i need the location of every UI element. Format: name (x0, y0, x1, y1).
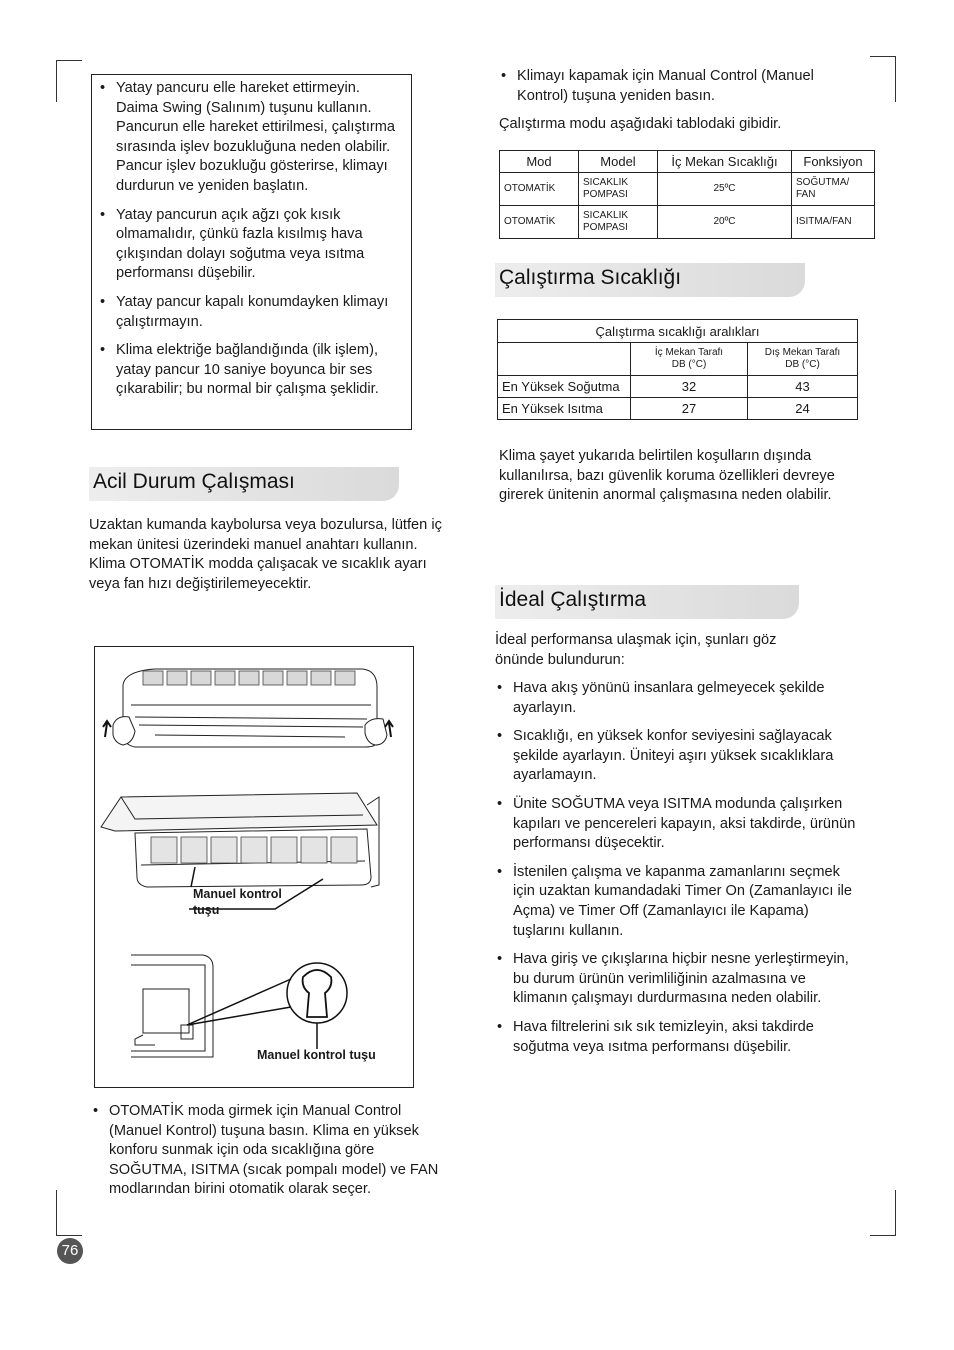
manual-control-label-2: Manuel kontrol tuşu (257, 1048, 376, 1062)
auto-mode-bullet (87, 1102, 443, 1200)
label-line: Manuel kontrol (193, 887, 282, 901)
list-item: • Sıcaklığı, en yüksek konfor seviyesini sağlayacak şekilde ayarlayın. Üniteyi aşırı yüksek sıcaklıklara ayarlamayın. (491, 727, 863, 786)
list-item: • Yatay pancurun açık ağzı çok kısık olmamalıdır, çünkü fazla kısılmış hava çıkışından dolayı soğutma veya ısıtma performansı düşebilir. (94, 206, 400, 284)
cell-line: POMPASI (583, 189, 628, 200)
table-header: Model (579, 151, 658, 173)
list-item: • Hava giriş ve çıkışlarına hiçbir nesne yerleştirmeyin, bu durum ürünün verimliliğinin azalmasına ve klimanın çalışmayı durdurmasına neden olabilir. (491, 950, 863, 1009)
table-cell: En Yüksek Soğutma (498, 376, 631, 398)
list-item: • İstenilen çalışma ve kapanma zamanlarını seçmek için uzaktan kumandadaki Timer On (Zamanlayıcı ile Açma) ve Timer Off (Zamanlayıcı ile Kapama) tuşlarını kullanın. (491, 863, 863, 941)
table-header: İç Mekan Sıcaklığı (658, 151, 792, 173)
list-item: • Klima elektriğe bağlandığında (ilk işlem), yatay pancur 10 saniye boyunca bir ses çıkarabilir; bu normal bir çalışma şeklidir. (94, 341, 400, 400)
mode-intro: Çalıştırma modu aşağıdaki tablodaki gibidir. (499, 116, 782, 132)
section-header-ideal (495, 585, 799, 619)
table-cell: OTOMATİK (500, 173, 579, 206)
header-line: DB (°C) (785, 359, 820, 370)
header-line: DB (°C) (671, 359, 707, 370)
table-header: Mod (500, 151, 579, 173)
table-cell: En Yüksek Isıtma (498, 398, 631, 420)
crop-mark (895, 56, 896, 102)
list-item: • Yatay pancuru elle hareket ettirmeyin. Daima Swing (Salınım) tuşunu kullanın. Pancurun elle hareket ettirilmesi, çalıştırma sırasında işlev bozukluğuna neden olabilir. Pancur işlev bozukluğu gösterirse, klimayı durdurun ve yeniden başlatın. (94, 79, 400, 197)
table-cell (579, 206, 658, 239)
crop-mark (895, 1190, 896, 1236)
cell-line: POMPASI (583, 222, 628, 233)
ideal-intro: İdeal performansa ulaşmak için, şunları göz önünde bulundurun: (495, 632, 777, 668)
crop-mark (56, 1235, 82, 1236)
list-item: • Ünite SOĞUTMA veya ISITMA modunda çalışırken kapıları ve pencereleri kapayın, aksi takdirde, ürünün performansı düşecektir. (491, 795, 863, 854)
louver-warnings-list (94, 79, 400, 400)
cell-line: FAN (796, 189, 816, 200)
table-caption: Çalıştırma sıcaklığı aralıkları (498, 320, 858, 343)
table-header (748, 343, 858, 376)
ideal-list (491, 679, 863, 1057)
table-header-row (500, 151, 875, 173)
table-cell: 20ºC (658, 206, 792, 239)
section-header-emergency (89, 467, 399, 501)
louver-warnings-box (91, 74, 412, 430)
table-caption-row (498, 320, 858, 343)
cell-line: SICAKLIK (583, 177, 629, 188)
section-title: İdeal Çalıştırma (499, 588, 647, 611)
table-cell (792, 173, 875, 206)
table-cell: ISITMA/FAN (792, 206, 875, 239)
cell-line: SOĞUTMA/ (796, 177, 850, 188)
table-cell: 27 (631, 398, 748, 420)
crop-mark (56, 1190, 57, 1236)
crop-mark (870, 56, 896, 57)
crop-mark (56, 60, 82, 61)
ac-unit-illustration (95, 647, 413, 1087)
table-cell: 24 (748, 398, 858, 420)
header-line: Dış Mekan Tarafı (764, 347, 841, 358)
table-header: Fonksiyon (792, 151, 875, 173)
list-item: • Hava filtrelerini sık sık temizleyin, aksi takdirde soğutma veya ısıtma performansı düşebilir. (491, 1018, 863, 1057)
list-item: • Hava akış yönünü insanlara gelmeyecek şekilde ayarlayın. (491, 679, 863, 718)
crop-mark (56, 60, 57, 102)
table-cell: 25ºC (658, 173, 792, 206)
table-cell: OTOMATİK (500, 206, 579, 239)
page-number: 76 (57, 1238, 83, 1264)
temp-note: Klima şayet yukarıda belirtilen koşulların dışında kullanılırsa, bazı güvenlik koruma özellikleri devreye girerek ünitenin anormal çalışmasına neden olabilir. (499, 448, 835, 504)
list-item: • Yatay pancur kapalı konumdayken klimayı çalıştırmayın. (94, 293, 400, 332)
table-cell (498, 343, 631, 376)
table-cell: 32 (631, 376, 748, 398)
table-row (498, 376, 858, 398)
manual-control-label-1 (193, 886, 282, 918)
crop-mark (870, 1235, 896, 1236)
table-cell (579, 173, 658, 206)
manual-control-illustration (94, 646, 414, 1088)
label-line: tuşu (193, 903, 220, 917)
section-title: Çalıştırma Sıcaklığı (499, 266, 682, 289)
table-cell: 43 (748, 376, 858, 398)
cell-line: SICAKLIK (583, 210, 629, 221)
section-title: Acil Durum Çalışması (93, 470, 295, 493)
table-row (500, 206, 875, 239)
table-row (500, 173, 875, 206)
turn-off-bullet (495, 67, 855, 106)
temp-range-table (497, 319, 858, 420)
table-header (631, 343, 748, 376)
section-header-operating-temp (495, 263, 805, 297)
mode-table (499, 150, 875, 239)
list-item: • OTOMATİK moda girmek için Manual Control (Manuel Kontrol) tuşuna basın. Klima en yüksek konforu sunmak için oda sıcaklığına göre SOĞUTMA, ISITMA (sıcak pompalı model) ve FAN modlarından birini otomatik olarak seçer. (87, 1102, 443, 1200)
table-row (498, 398, 858, 420)
emergency-text: Uzaktan kumanda kaybolursa veya bozulursa, lütfen iç mekan ünitesi üzerindeki manuel anahtarı kullanın. Klima OTOMATİK modda çalışacak ve sıcaklık ayarı veya fan hızı değiştirilemeyecektir. (89, 517, 442, 592)
table-header-row (498, 343, 858, 376)
header-line: İç Mekan Tarafı (654, 347, 724, 358)
list-item: • Klimayı kapamak için Manual Control (Manuel Kontrol) tuşuna yeniden basın. (495, 67, 855, 106)
